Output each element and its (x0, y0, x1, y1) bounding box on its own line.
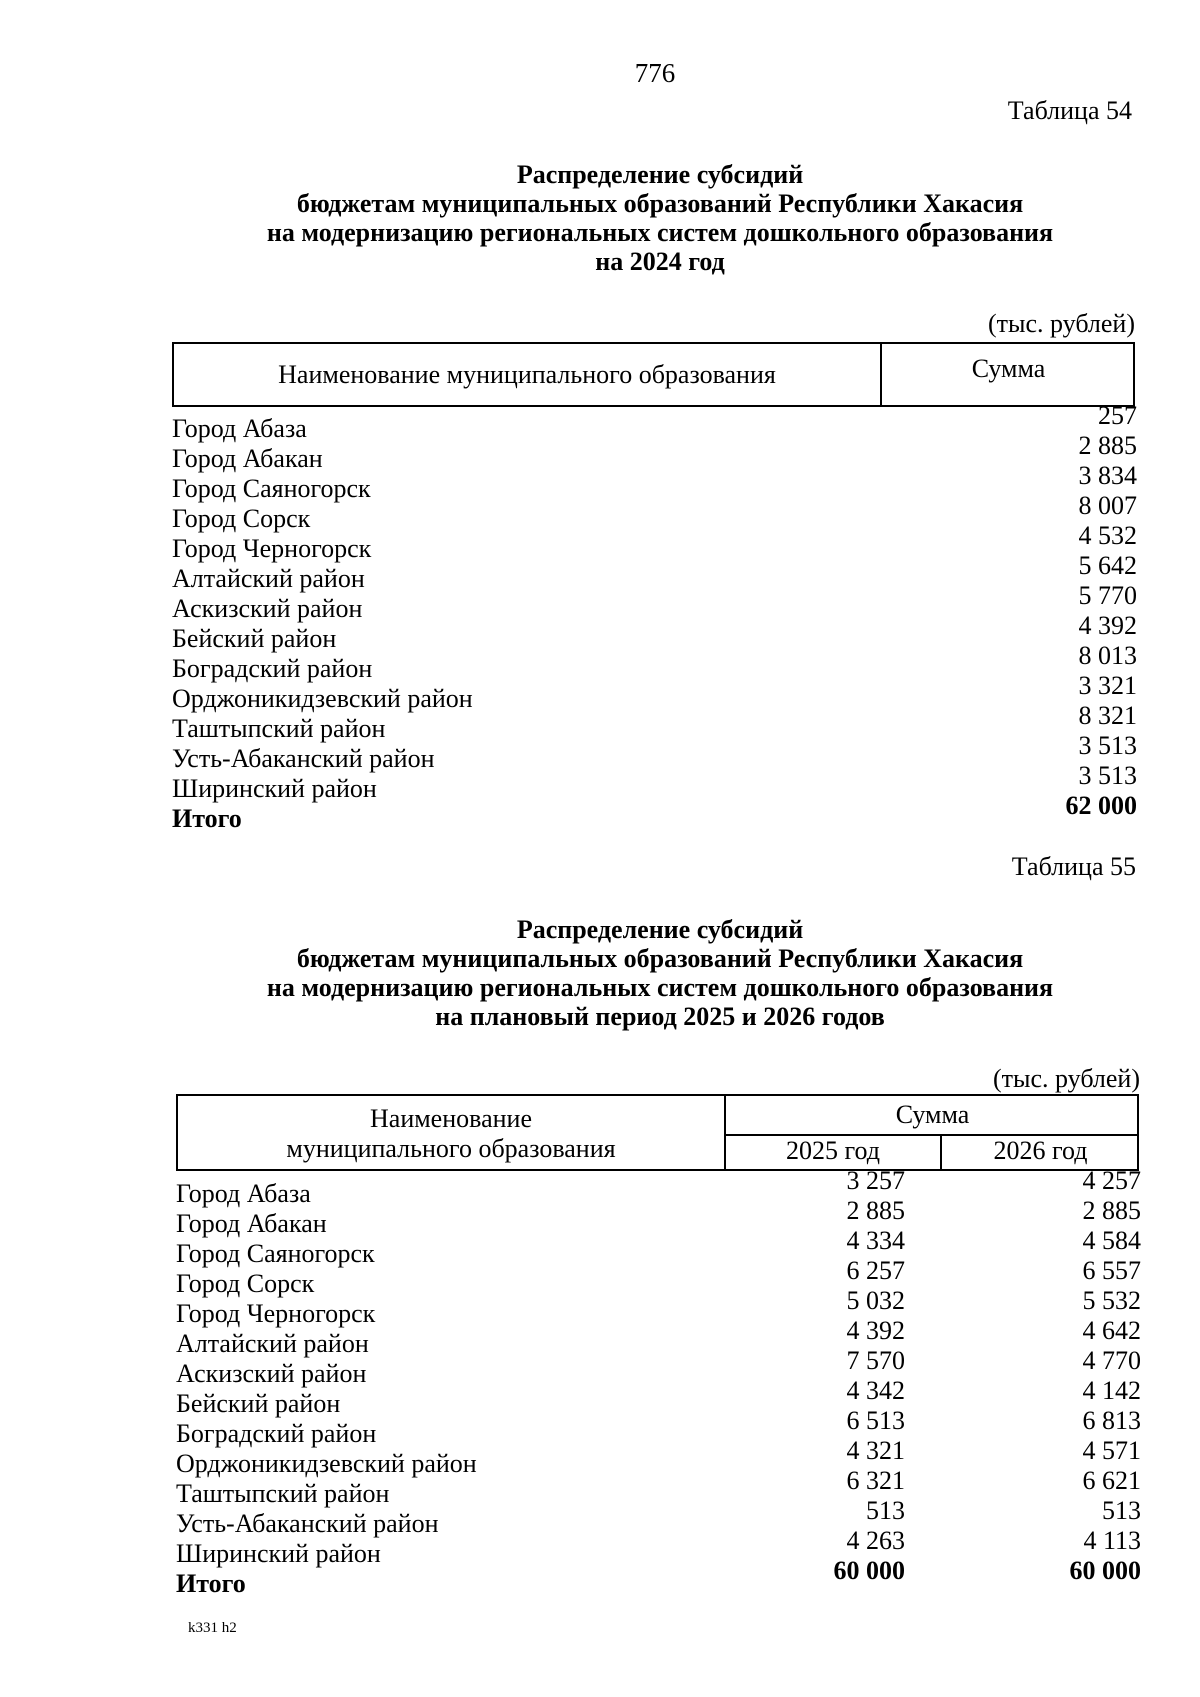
total-value: 62 000 (1065, 791, 1137, 820)
row-value: 3 513 (1078, 761, 1137, 790)
table-row (176, 1226, 1141, 1268)
row-value: 4 392 (1078, 611, 1137, 640)
row-name: Усть-Абаканский район (172, 744, 435, 773)
row-value-2025: 6 257 (846, 1256, 905, 1285)
row-name: Город Саяногорск (176, 1239, 375, 1268)
table-55-title-line: бюджетам муниципальных образований Республики Хакасия (296, 944, 1024, 973)
column-header-name-line: муниципального образования (286, 1134, 616, 1163)
column-header-sum: Сумма (971, 354, 1046, 383)
row-name: Аскизский район (176, 1359, 367, 1388)
row-name: Город Абакан (172, 444, 323, 473)
row-value-2026: 4 257 (1082, 1166, 1141, 1195)
table-row (172, 581, 1137, 623)
table-55-label: Таблица 55 (1011, 852, 1136, 881)
row-value-2025: 7 570 (846, 1346, 905, 1375)
table-54-title-line: на 2024 год (595, 247, 725, 276)
column-header-name: Наименование муниципального образования (278, 360, 776, 389)
row-name: Таштыпский район (172, 714, 386, 743)
row-value-2026: 4 642 (1082, 1316, 1141, 1345)
row-value: 3 513 (1078, 731, 1137, 760)
row-name: Город Абаза (176, 1179, 311, 1208)
row-value-2026: 5 532 (1082, 1286, 1141, 1315)
table-row (172, 551, 1137, 593)
table-54-header (172, 342, 1135, 407)
row-name: Алтайский район (172, 564, 365, 593)
table-row (176, 1466, 1141, 1508)
row-name: Город Черногорск (176, 1299, 376, 1328)
table-55-units: (тыс. рублей) (992, 1064, 1140, 1093)
table-row (176, 1166, 1141, 1208)
table-55-title (160, 915, 1160, 1031)
table-54-title-line: бюджетам муниципальных образований Республики Хакасия (296, 189, 1024, 218)
row-value: 3 321 (1078, 671, 1137, 700)
row-name: Аскизский район (172, 594, 363, 623)
row-name: Город Сорск (176, 1269, 315, 1298)
row-name: Алтайский район (176, 1329, 369, 1358)
row-name: Ширинский район (172, 774, 377, 803)
table-row (176, 1526, 1141, 1568)
table-54-body (172, 401, 1137, 841)
row-value: 8 007 (1078, 491, 1137, 520)
row-value: 2 885 (1078, 431, 1137, 460)
row-value: 8 013 (1078, 641, 1137, 670)
page-number: 776 (634, 58, 676, 88)
row-value-2025: 3 257 (846, 1166, 905, 1195)
table-row (176, 1346, 1141, 1388)
row-name: Боградский район (172, 654, 373, 683)
row-name: Город Абакан (176, 1209, 327, 1238)
row-value: 3 834 (1078, 461, 1137, 490)
row-value-2026: 4 113 (1083, 1526, 1141, 1555)
table-row (176, 1496, 1141, 1538)
table-row (172, 521, 1137, 563)
row-value-2025: 2 885 (846, 1196, 905, 1225)
table-row (176, 1316, 1141, 1358)
row-value-2026: 4 584 (1082, 1226, 1141, 1255)
row-value-2026: 4 571 (1082, 1436, 1141, 1465)
row-value-2026: 6 813 (1082, 1406, 1141, 1435)
table-55-title-line: на плановый период 2025 и 2026 годов (435, 1002, 885, 1031)
table-row (172, 731, 1137, 773)
row-value: 257 (1098, 401, 1137, 430)
row-value-2025: 513 (866, 1496, 905, 1525)
table-row (172, 491, 1137, 533)
row-value-2025: 6 321 (846, 1466, 905, 1495)
row-value-2026: 513 (1102, 1496, 1141, 1525)
table-row (176, 1436, 1141, 1478)
table-total-row (172, 791, 1137, 833)
table-row (172, 761, 1137, 803)
row-value-2025: 6 513 (846, 1406, 905, 1435)
table-row (172, 401, 1137, 443)
table-row (176, 1376, 1141, 1418)
column-header-2026: 2026 год (993, 1136, 1088, 1165)
table-row (176, 1406, 1141, 1448)
row-value: 4 532 (1078, 521, 1137, 550)
table-54-title (160, 160, 1160, 276)
row-value-2025: 4 334 (846, 1226, 905, 1255)
total-value-2026: 60 000 (1069, 1556, 1141, 1585)
row-value-2026: 2 885 (1082, 1196, 1141, 1225)
total-label: Итого (176, 1569, 246, 1598)
row-name: Таштыпский район (176, 1479, 390, 1508)
table-row (172, 641, 1137, 683)
row-value: 8 321 (1078, 701, 1137, 730)
table-55-body (176, 1166, 1141, 1606)
row-name: Орджоникидзевский район (176, 1449, 477, 1478)
total-label: Итого (172, 804, 242, 833)
table-row (176, 1286, 1141, 1328)
table-row (172, 671, 1137, 713)
footer-code: k331 h2 (188, 1620, 237, 1636)
row-value: 5 642 (1078, 551, 1137, 580)
row-value-2026: 4 142 (1082, 1376, 1141, 1405)
table-55-header (176, 1094, 1139, 1171)
table-row (172, 701, 1137, 743)
table-total-row (176, 1556, 1141, 1598)
column-header-name (178, 1104, 724, 1164)
row-name: Бейский район (172, 624, 337, 653)
table-row (172, 461, 1137, 503)
row-value-2025: 4 263 (846, 1526, 905, 1555)
row-name: Бейский район (176, 1389, 341, 1418)
table-row (172, 611, 1137, 653)
table-54-title-line: Распределение субсидий (516, 160, 804, 189)
row-name: Город Черногорск (172, 534, 372, 563)
column-header-sum: Сумма (895, 1100, 970, 1129)
table-55-title-line: на модернизацию региональных систем дошкольного образования (266, 973, 1054, 1002)
row-value-2026: 6 621 (1082, 1466, 1141, 1495)
table-row (172, 431, 1137, 473)
column-header-name-line: Наименование (370, 1104, 532, 1133)
row-name: Город Сорск (172, 504, 311, 533)
table-row (176, 1196, 1141, 1238)
table-row (176, 1256, 1141, 1298)
row-value-2026: 4 770 (1082, 1346, 1141, 1375)
row-value: 5 770 (1078, 581, 1137, 610)
row-value-2026: 6 557 (1082, 1256, 1141, 1285)
row-name: Боградский район (176, 1419, 377, 1448)
row-name: Усть-Абаканский район (176, 1509, 439, 1538)
row-name: Орджоникидзевский район (172, 684, 473, 713)
row-name: Ширинский район (176, 1539, 381, 1568)
row-value-2025: 4 392 (846, 1316, 905, 1345)
row-name: Город Саяногорск (172, 474, 371, 503)
table-55-title-line: Распределение субсидий (516, 915, 804, 944)
row-name: Город Абаза (172, 414, 307, 443)
row-value-2025: 5 032 (846, 1286, 905, 1315)
table-54-title-line: на модернизацию региональных систем дошкольного образования (266, 218, 1054, 247)
table-54-units: (тыс. рублей) (987, 309, 1135, 338)
total-value-2025: 60 000 (833, 1556, 905, 1585)
table-54-label: Таблица 54 (1007, 96, 1132, 125)
row-value-2025: 4 321 (846, 1436, 905, 1465)
column-header-2025: 2025 год (786, 1136, 880, 1165)
row-value-2025: 4 342 (846, 1376, 905, 1405)
